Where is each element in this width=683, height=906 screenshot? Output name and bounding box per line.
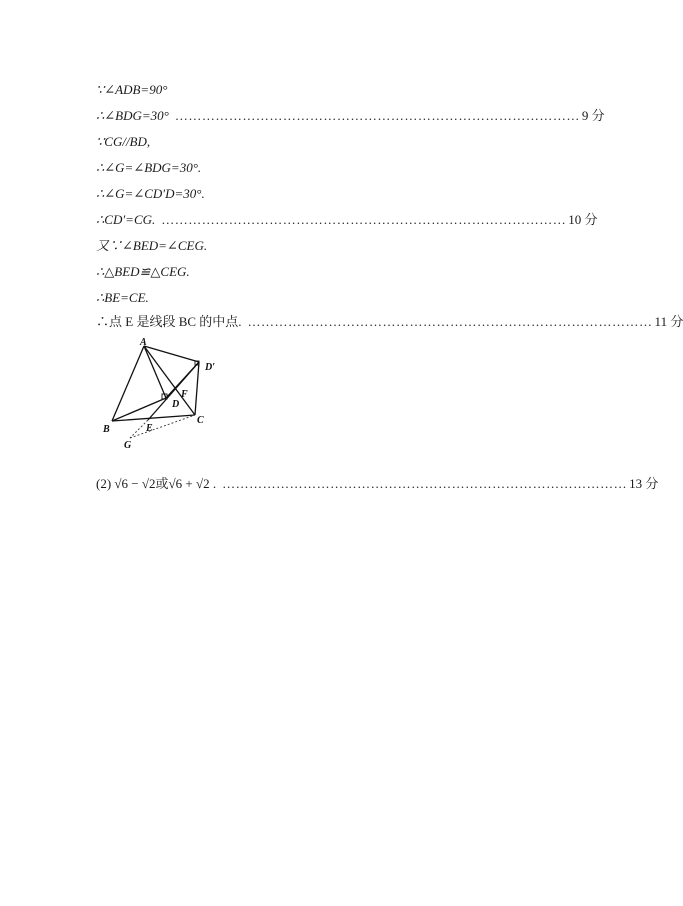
answer-line-part-2 xyxy=(96,474,659,494)
proof-line-6 xyxy=(96,210,598,230)
label-b: B xyxy=(103,424,110,435)
label-g: G xyxy=(124,440,132,451)
proof-text: ∴点 E 是线段 BC 的中点. xyxy=(96,314,242,329)
segment-ad-prime xyxy=(144,346,199,362)
score-mark: 13 分 xyxy=(629,476,659,491)
segment-cd-prime xyxy=(195,362,199,415)
label-d-prime: D′ xyxy=(205,362,216,373)
proof-text: ∵CG//BD, xyxy=(96,134,151,149)
proof-text: ∴∠G=∠CD′D=30°. xyxy=(96,186,205,201)
proof-line-4 xyxy=(96,158,544,178)
proof-text: ∴∠BDG=30° xyxy=(96,108,169,123)
proof-line-5 xyxy=(96,184,544,204)
label-c: C xyxy=(197,415,204,426)
label-a: A xyxy=(140,337,147,348)
geometry-figure-svg xyxy=(100,336,230,454)
proof-line-8 xyxy=(96,262,544,282)
proof-text: ∵∠ADB=90° xyxy=(96,82,168,97)
label-d: D xyxy=(172,399,180,410)
geometry-figure xyxy=(100,336,230,454)
label-f: F xyxy=(181,389,188,400)
proof-text: ∴BE=CE. xyxy=(96,290,149,305)
proof-line-2 xyxy=(96,106,605,126)
score-mark: 10 分 xyxy=(568,212,598,227)
score-mark: 9 分 xyxy=(581,108,605,123)
leader-dots: ……………………………………………………………………………… xyxy=(174,108,580,123)
proof-text: ∴CD′=CG. xyxy=(96,212,156,227)
proof-text: ∴△BED≌△CEG. xyxy=(96,264,190,279)
label-e: E xyxy=(146,423,153,434)
proof-text: ∴∠G=∠BDG=30°. xyxy=(96,160,202,175)
answer-text: (2) √6 − √2或√6 + √2 . xyxy=(96,476,217,491)
leader-dots: ……………………………………………………………………………… xyxy=(161,212,567,227)
score-mark: 11 分 xyxy=(654,314,683,329)
leader-dots: ……………………………………………………………………………… xyxy=(247,314,653,329)
proof-line-9 xyxy=(96,288,544,308)
proof-text: 又∵∠BED=∠CEG. xyxy=(96,238,208,253)
proof-line-3 xyxy=(96,132,544,152)
leader-dots: ……………………………………………………………………………… xyxy=(222,476,628,491)
proof-line-1 xyxy=(96,80,544,100)
proof-line-7 xyxy=(96,236,544,256)
proof-line-10 xyxy=(96,312,683,332)
